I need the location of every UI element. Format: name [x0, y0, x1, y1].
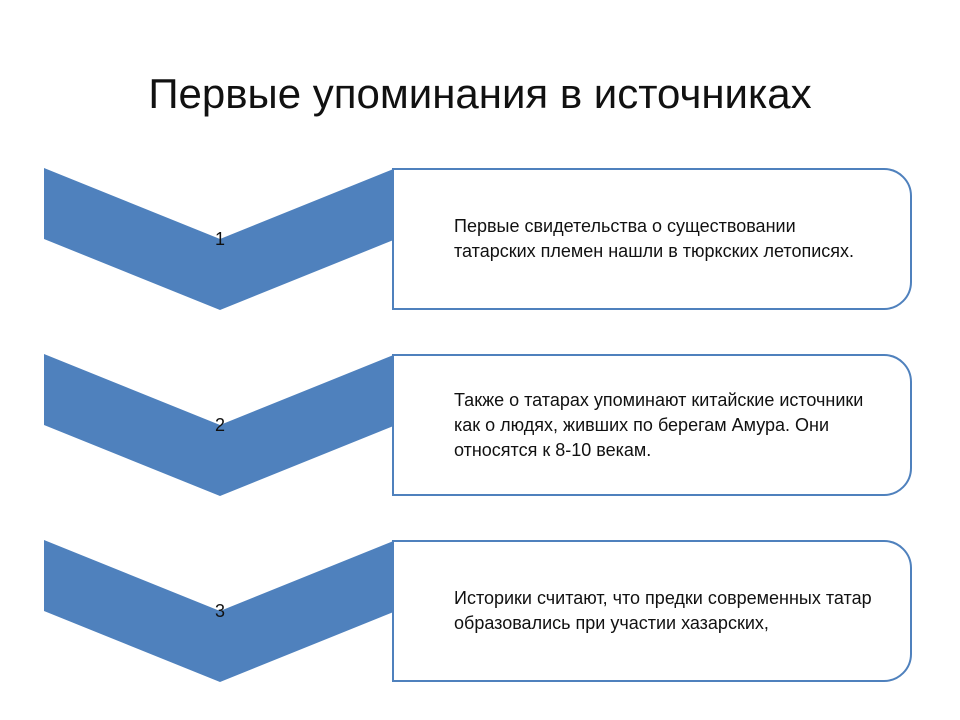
step-1-text: Первые свидетельства о существовании татарских племен нашли в тюркских летописях. [454, 216, 855, 261]
step-3-chevron [44, 540, 396, 682]
step-1-number: 1 [214, 229, 225, 249]
step-3-number: 3 [214, 601, 225, 621]
step-3-text: Историки считают, что предки современных татар образовались при участии хазарских, [454, 588, 872, 633]
step-2-number: 2 [214, 415, 225, 435]
step-3-box [392, 540, 912, 682]
step-2-text: Также о татарах упоминают китайские источники как о людях, живших по берегам Амура. Они относятся к 8-10 векам. [454, 389, 864, 460]
step-2-box [392, 354, 912, 496]
step-1-chevron [44, 168, 396, 310]
slide-title: Первые упоминания в источниках [148, 70, 812, 117]
step-1-box [392, 168, 912, 310]
step-2-chevron [44, 354, 396, 496]
